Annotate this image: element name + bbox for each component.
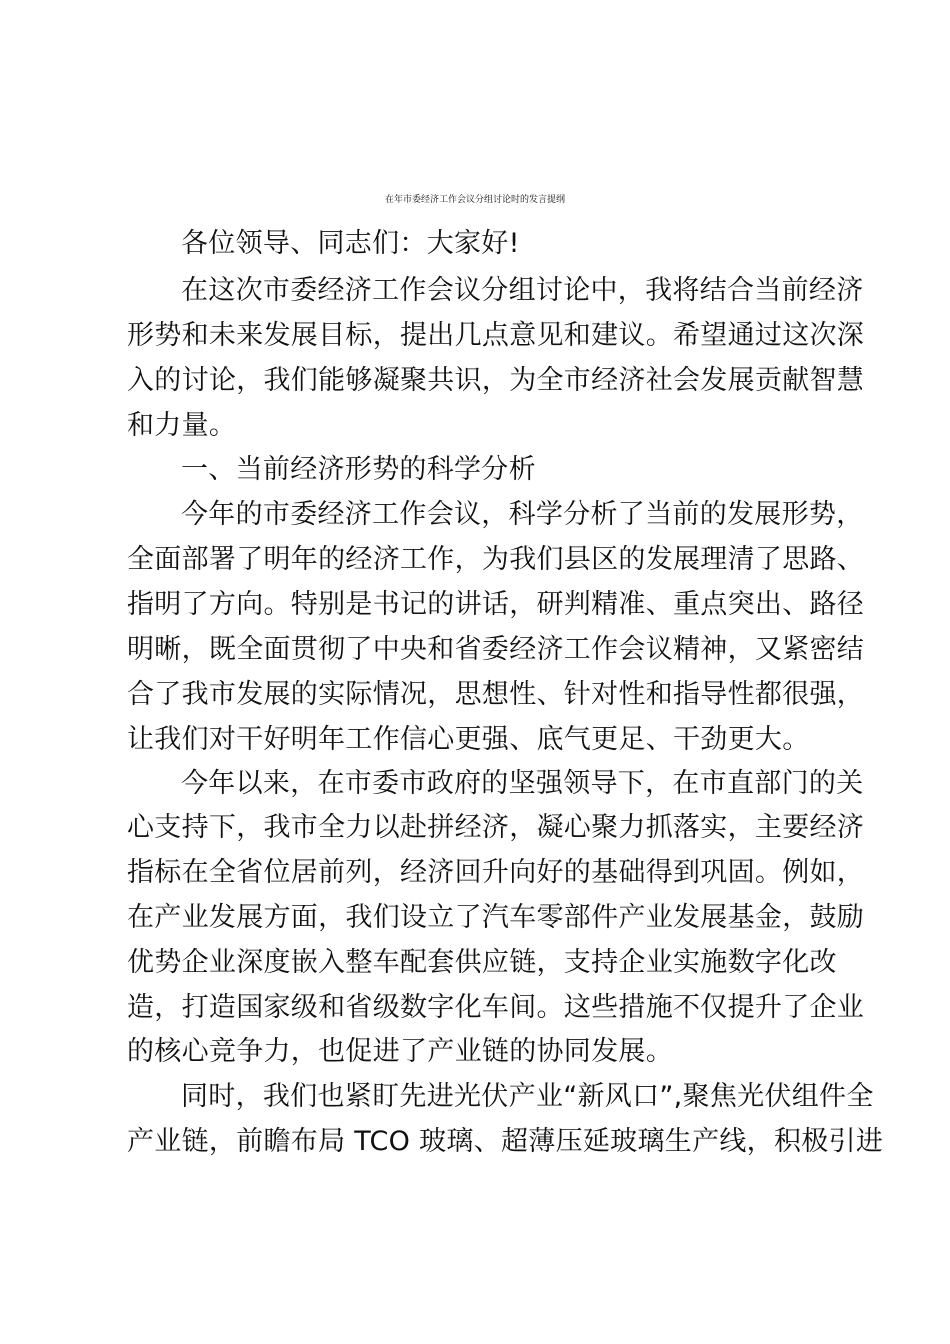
- paragraph-line: 入的讨论，我们能够凝聚共识，为全市经济社会发展贡献智慧: [127, 365, 865, 396]
- paragraph-line: 造，打造国家级和省级数字化车间。这些措施不仅提升了企业: [127, 992, 865, 1023]
- paragraph-line: 产业链，前瞻布局 TCO 玻璃、超薄压延玻璃生产线，积极引进: [127, 1126, 884, 1157]
- paragraph-line: 形势和未来发展目标，提出几点意见和建议。希望通过这次深: [127, 320, 865, 351]
- paragraph-line: 今年以来，在市委市政府的坚强领导下，在市直部门的关: [181, 768, 864, 799]
- paragraph-line: 合了我市发展的实际情况，思想性、针对性和指导性都很强，: [127, 679, 865, 710]
- paragraph-line: 今年的市委经济工作会议，科学分析了当前的发展形势，: [181, 499, 864, 530]
- paragraph-line: 心支持下，我市全力以赴拼经济，凝心聚力抓落实，主要经济: [127, 812, 865, 843]
- paragraph-line: 和力量。: [127, 410, 237, 441]
- paragraph-line: 在产业发展方面，我们设立了汽车零部件产业发展基金，鼓励: [127, 902, 865, 933]
- greeting-line: 各位领导、同志们：大家好!: [181, 228, 520, 259]
- section-heading: 一、当前经济形势的科学分析: [181, 454, 536, 485]
- paragraph-line: 全面部署了明年的经济工作，为我们县区的发展理清了思路、: [127, 544, 865, 575]
- paragraph-line: 优势企业深度嵌入整车配套供应链，支持企业实施数字化改: [127, 947, 837, 978]
- document-title: 在年市委经济工作会议分组讨论时的发言提纲: [384, 195, 565, 205]
- paragraph-line: 同时，我们也紧盯先进光伏产业“新风口”,聚焦光伏组件全: [181, 1081, 874, 1112]
- paragraph-line: 让我们对干好明年工作信心更强、底气更足、干劲更大。: [127, 724, 810, 755]
- paragraph-line: 指标在全省位居前列，经济回升向好的基础得到巩固。例如，: [127, 857, 865, 888]
- paragraph-line: 明晰，既全面贯彻了中央和省委经济工作会议精神，又紧密结: [127, 634, 865, 665]
- paragraph-line: 指明了方向。特别是书记的讲话，研判精准、重点突出、路径: [127, 589, 865, 620]
- paragraph-line: 在这次市委经济工作会议分组讨论中，我将结合当前经济: [181, 275, 864, 306]
- paragraph-line: 的核心竞争力，也促进了产业链的协同发展。: [127, 1036, 673, 1067]
